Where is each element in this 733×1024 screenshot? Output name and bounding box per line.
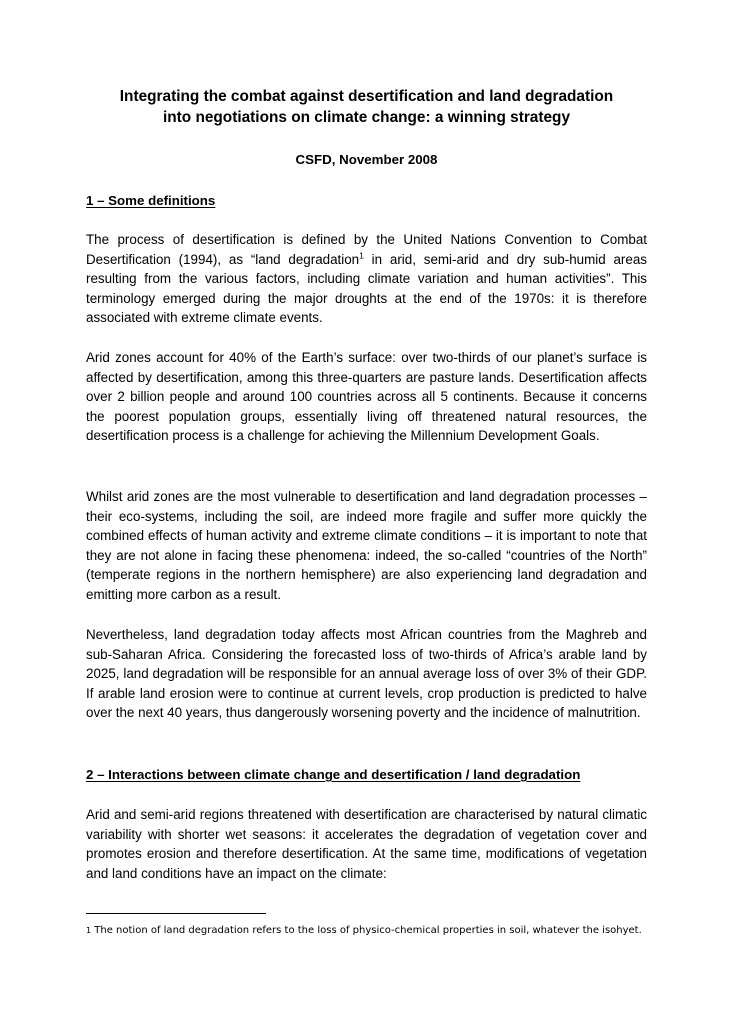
document-byline: CSFD, November 2008 <box>295 152 438 167</box>
title-line-1: Integrating the combat against desertification and land degradation <box>119 88 614 105</box>
paragraph-3: Whilst arid zones are the most vulnerable to desertification and land degradation processes – their eco-systems, including the soil, are indeed more fragile and suffer more quickly the combined effects of human activity and extreme climate conditions – it is important to note that they are not alone in facing these phenomena: indeed, the so-called “countries of the North” (temperate regions in the northern hemisphere) are also experiencing land degradation and emitting more carbon as a result. <box>86 489 647 602</box>
footnote <box>86 921 647 940</box>
footnote-text: The notion of land degradation refers to the loss of physico-chemical properties in soil, whatever the isohyet. <box>91 925 642 936</box>
paragraph-2: Arid zones account for 40% of the Earth’s surface: over two-thirds of our planet’s surface is affected by desertification, among this three-quarters are pasture lands. Desertification affects over 2 billion people and around 100 countries across all 5 continents. Because it concerns the poorest population groups, essentially living off threatened natural resources, the desertification process is a challenge for achieving the Millennium Development Goals. <box>86 350 647 444</box>
section-2-heading: 2 – Interactions between climate change and desertification / land degradation <box>86 767 581 782</box>
document-title <box>60 86 673 128</box>
paragraph-5: Arid and semi-arid regions threatened with desertification are characterised by natural climatic variability with shorter wet seasons: it accelerates the degradation of vegetation cover and promotes erosion and therefore desertification. At the same time, modifications of vegetation and land conditions have an impact on the climate: <box>86 807 647 881</box>
section-1-heading: 1 – Some definitions <box>86 193 216 208</box>
footnote-marker: 1 <box>86 926 92 935</box>
paragraph-1-text-b: in arid, semi-arid and dry sub-humid areas resulting from the various factors, including climate variation and human activities”. This terminology emerged during the major droughts at the end of the 1970s: it is therefore associated with extreme climate events. <box>86 251 647 326</box>
paragraph-1-text-a: The process of desertification is defined by the United Nations Convention to Combat Desertification (1994), as “land degradation <box>86 232 647 267</box>
footnote-separator <box>86 913 266 914</box>
paragraph-4: Nevertheless, land degradation today affects most African countries from the Maghreb and sub-Saharan Africa. Considering the forecasted loss of two-thirds of Africa’s arable land by 2025, land degradation will be responsible for an annual average loss of over 3% of their GDP. If arable land erosion were to continue at current levels, crop production is predicted to halve over the next 40 years, thus dangerously worsening poverty and the incidence of malnutrition. <box>86 627 647 721</box>
paragraph-1 <box>86 230 647 328</box>
footnote-reference[interactable]: 1 <box>359 250 364 261</box>
title-line-2: into negotiations on climate change: a winning strategy <box>162 109 571 126</box>
